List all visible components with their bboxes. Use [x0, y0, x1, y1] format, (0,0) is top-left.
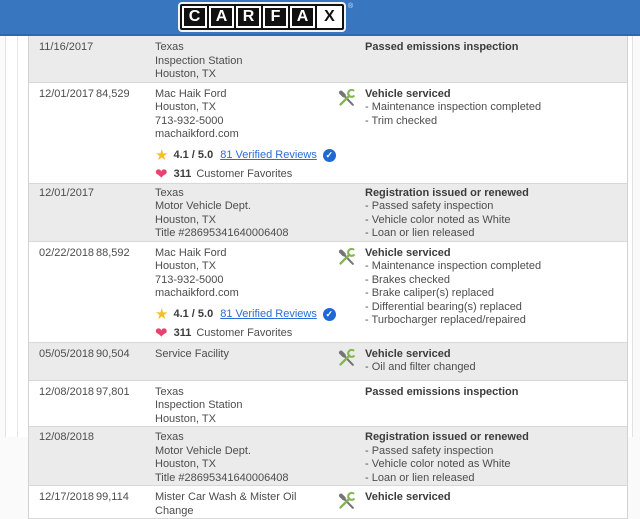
location-line: Inspection Station [155, 54, 243, 67]
dealer-rating: 4.1 / 5.0 [173, 148, 214, 161]
record-icon-slot [337, 41, 365, 82]
history-row [29, 343, 627, 381]
location-line: Motor Vehicle Dept. [155, 200, 251, 212]
comment-item: - Maintenance inspection completed [365, 260, 542, 272]
record-comments [365, 41, 627, 82]
record-mileage [96, 431, 155, 485]
dealer-rating: 4.1 / 5.0 [173, 307, 214, 320]
carfax-logo [178, 2, 353, 32]
record-mileage: 84,529 [96, 87, 130, 100]
record-date: 12/01/2017 [39, 87, 95, 100]
record-icon-slot [337, 386, 365, 427]
verified-reviews-link[interactable]: 81 Verified Reviews [220, 307, 317, 320]
logo-letter: A [209, 6, 234, 28]
left-edge-divider [5, 36, 6, 437]
dealer-rating-line [155, 307, 337, 323]
record-date: 12/17/2018 [39, 491, 95, 503]
record-comments [365, 431, 627, 485]
history-row [29, 36, 627, 83]
header-band [0, 0, 640, 36]
star-icon: ★ [155, 147, 169, 164]
heart-icon: ❤ [155, 166, 168, 183]
comment-item: - Loan or lien released [365, 227, 475, 239]
comment-title: Vehicle serviced [365, 246, 451, 259]
record-location [155, 247, 337, 342]
comment-item: - Loan or lien released [365, 471, 475, 484]
service-tools-icon [337, 349, 356, 368]
record-comments [365, 386, 627, 427]
record-location [155, 491, 337, 518]
comment-title: Vehicle serviced [365, 87, 451, 100]
history-row [29, 381, 627, 428]
location-line: Texas [155, 385, 184, 398]
dealer-website: machaikford.com [155, 128, 239, 140]
record-date: 12/08/2018 [39, 431, 95, 443]
logo-letter: F [263, 6, 288, 28]
service-tools-icon [337, 89, 356, 108]
comment-item: - Brake caliper(s) replaced [365, 287, 494, 299]
comment-title: Vehicle serviced [365, 347, 451, 360]
record-comments [365, 187, 627, 241]
favorites-count: 311 [173, 326, 192, 339]
history-row [29, 83, 627, 184]
record-comments [365, 247, 627, 342]
comment-item: - Vehicle color noted as White [365, 213, 511, 226]
title-number: Title #28695341640006408 [155, 227, 289, 239]
record-mileage: 99,114 [96, 491, 129, 503]
logo-letter: C [182, 6, 207, 28]
comment-item: - Passed safety inspection [365, 444, 494, 457]
record-date: 12/01/2017 [39, 186, 95, 199]
record-location [155, 88, 337, 183]
comment-item: - Trim checked [365, 114, 438, 127]
location-line: Houston, TX [155, 68, 216, 80]
comment-item: - Oil and filter changed [365, 361, 476, 373]
dealer-name: Mac Haik Ford [155, 246, 227, 259]
favorites-label: Customer Favorites [196, 326, 293, 339]
heart-icon: ❤ [155, 325, 168, 342]
comment-item: - Turbocharger replaced/repaired [365, 314, 526, 326]
record-location [155, 431, 337, 485]
record-icon-slot [337, 348, 365, 380]
favorites-count: 311 [173, 167, 192, 180]
comment-title: Registration issued or renewed [365, 186, 529, 199]
title-number: Title #28695341640006408 [155, 471, 289, 484]
record-mileage [96, 41, 155, 82]
carfax-logo-tiles [178, 2, 346, 32]
logo-letter: R [236, 6, 261, 28]
record-location [155, 187, 337, 241]
customer-favorites-line [155, 167, 337, 183]
comment-item: - Differential bearing(s) replaced [365, 300, 522, 313]
location-line: Houston, TX [155, 260, 216, 272]
dealer-phone: 713-932-5000 [155, 273, 224, 286]
location-line: Inspection Station [155, 399, 243, 411]
registered-trademark: ® [348, 3, 354, 10]
location-line: Motor Vehicle Dept. [155, 444, 251, 457]
comment-title: Passed emissions inspection [365, 385, 519, 398]
location-line: Texas [155, 41, 184, 53]
comment-title: Registration issued or renewed [365, 431, 529, 443]
record-comments [365, 88, 627, 183]
customer-favorites-line [155, 326, 337, 342]
record-mileage: 90,504 [96, 347, 130, 360]
location-line: Houston, TX [155, 213, 216, 226]
record-location [155, 41, 337, 82]
vehicle-history-table [28, 36, 628, 519]
record-mileage: 97,801 [96, 385, 130, 398]
record-mileage [96, 187, 155, 241]
history-row [29, 486, 627, 519]
location-line: Houston, TX [155, 458, 216, 470]
star-icon: ★ [155, 306, 169, 323]
location-line: Service Facility [155, 347, 229, 360]
service-tools-icon [337, 248, 356, 267]
location-line: Mister Car Wash & Mister Oil Change [155, 491, 297, 517]
service-tools-icon [337, 492, 356, 511]
record-icon-slot [337, 491, 365, 518]
record-mileage: 88,592 [96, 246, 130, 259]
record-date: 11/16/2017 [39, 41, 94, 53]
location-line: Texas [155, 186, 184, 199]
comment-item: - Vehicle color noted as White [365, 458, 511, 470]
record-comments [365, 348, 627, 380]
record-icon-slot [337, 187, 365, 241]
record-icon-slot [337, 247, 365, 342]
comment-title: Vehicle serviced [365, 491, 451, 503]
logo-letter: A [290, 6, 315, 28]
record-date: 12/08/2018 [39, 385, 95, 398]
comment-item: - Passed safety inspection [365, 200, 494, 212]
dealer-phone: 713-932-5000 [155, 114, 224, 127]
record-comments [365, 491, 627, 518]
location-line: Texas [155, 431, 184, 443]
record-location [155, 386, 337, 427]
logo-letter-x: X [317, 6, 342, 28]
record-icon-slot [337, 88, 365, 183]
record-icon-slot [337, 431, 365, 485]
history-row [29, 242, 627, 343]
dealer-website: machaikford.com [155, 287, 239, 299]
location-line: Houston, TX [155, 412, 216, 425]
verified-badge-icon: ✓ [323, 308, 336, 321]
favorites-label: Customer Favorites [196, 167, 293, 180]
inner-edge-divider [17, 36, 18, 437]
comment-item: - Maintenance inspection completed [365, 101, 542, 113]
verified-badge-icon: ✓ [323, 149, 336, 162]
comment-title: Passed emissions inspection [365, 41, 519, 53]
right-edge-divider [632, 36, 633, 437]
history-row [29, 184, 627, 242]
record-date: 02/22/2018 [39, 246, 95, 259]
dealer-name: Mac Haik Ford [155, 87, 227, 100]
comment-item: - Brakes checked [365, 273, 450, 286]
dealer-rating-line [155, 148, 337, 164]
history-row [29, 427, 627, 486]
record-date: 05/05/2018 [39, 347, 95, 360]
location-line: Houston, TX [155, 101, 216, 113]
verified-reviews-link[interactable]: 81 Verified Reviews [220, 148, 317, 161]
record-location [155, 348, 337, 380]
